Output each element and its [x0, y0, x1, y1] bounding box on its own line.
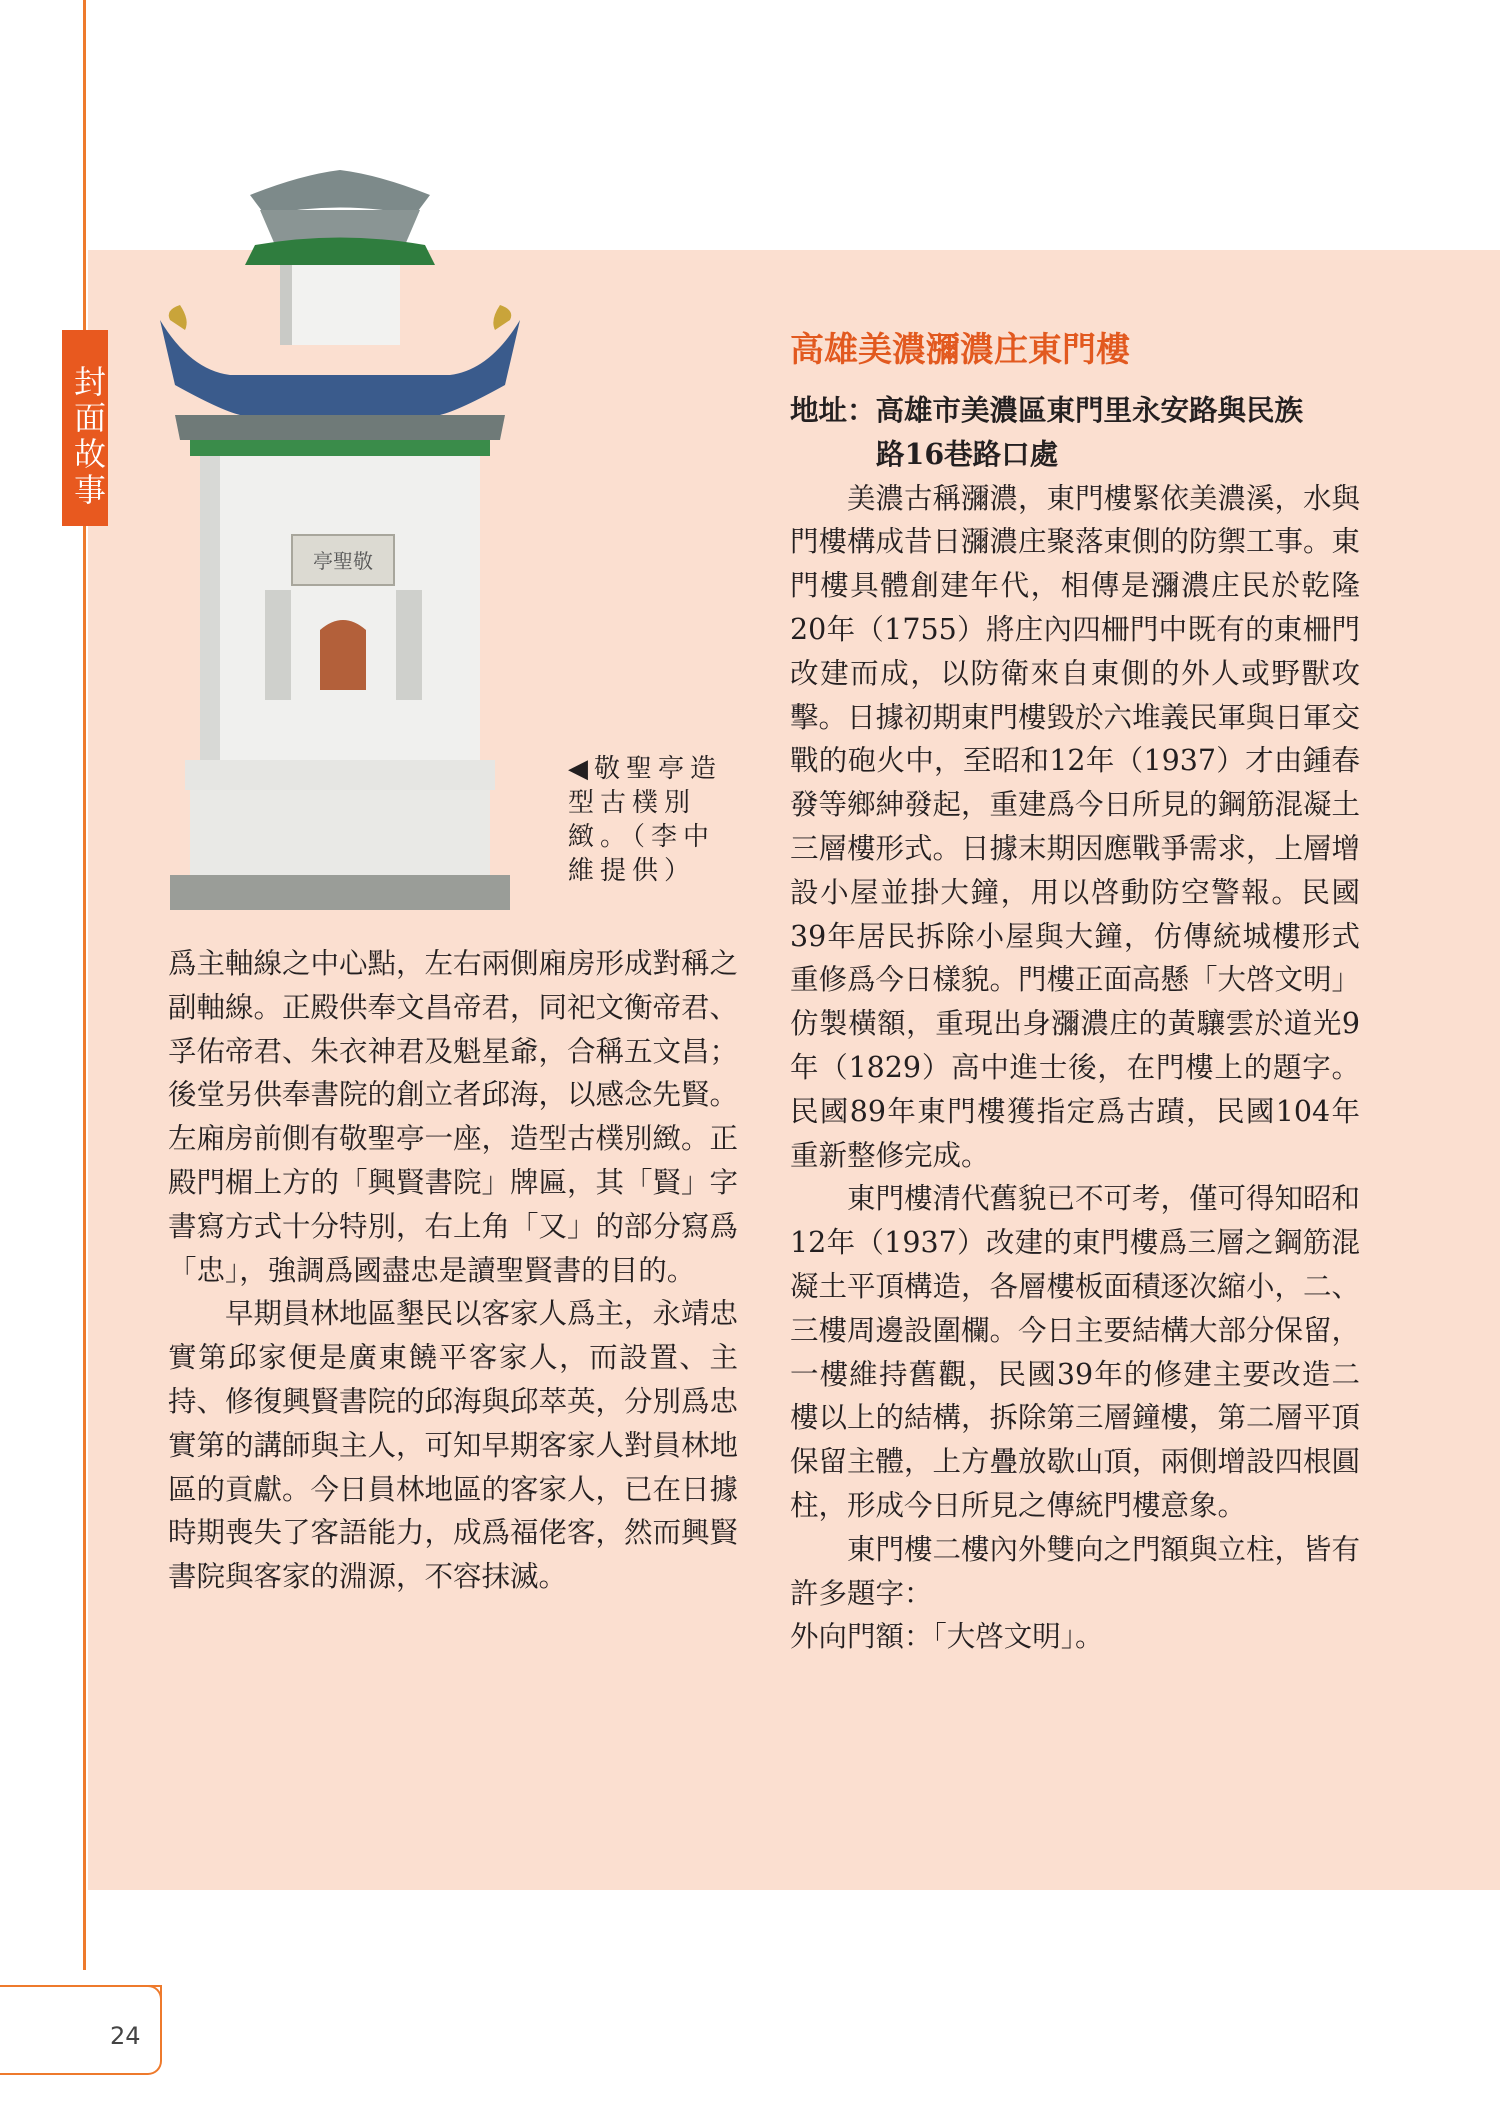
section-tab: 封面故事 — [62, 330, 108, 526]
plaque-text: 亭聖敬 — [313, 549, 373, 573]
address-line-1: 地址：高雄市美濃區東門里永安路與民族 — [790, 393, 1304, 427]
right-paragraph-2: 東門樓清代舊貌已不可考，僅可得知昭和12年（1937）改建的東門樓爲三層之鋼筋混凝土平頂構造，各層樓板面積逐次縮小，二、三樓周邊設圍欄。今日主要結構大部分保留，一樓維持舊觀，民國39年的修建主要改造二樓以上的結構，拆除第三層鐘樓，第二層平頂保留主體，上方疊放歇山頂，兩側增設四根圓柱，形成今日所見之傳統門樓意象。 — [790, 1182, 1361, 1522]
left-paragraph-1: 爲主軸線之中心點，左右兩側廂房形成對稱之副軸線。正殿供奉文昌帝君，同祀文衡帝君、孚佑帝君、朱衣神君及魁星爺，合稱五文昌；後堂另供奉書院的創立者邱海，以感念先賢。左廂房前側有敬聖亭一座，造型古樸別緻。正殿門楣上方的「興賢書院」牌匾，其「賢」字書寫方式十分特別，右上角「又」的部分寫爲「忠」，強調爲國盡忠是讀聖賢書的目的。 — [168, 947, 739, 1287]
left-paragraph-2: 早期員林地區墾民以客家人爲主，永靖忠實第邱家便是廣東饒平客家人，而設置、主持、修復興賢書院的邱海與邱萃英，分別爲忠實第的講師與主人，可知早期客家人對員林地區的貢獻。今日員林地區的客家人，已在日據時期喪失了客語能力，成爲福佬客，然而興賢書院與客家的淵源，不容抹滅。 — [168, 1297, 739, 1594]
article-title: 高雄美濃瀰濃庄東門樓 — [790, 330, 1130, 370]
right-column — [790, 322, 1360, 1659]
right-paragraph-4: 外向門額：「大啓文明」。 — [790, 1620, 1104, 1654]
right-paragraph-1: 美濃古稱瀰濃，東門樓緊依美濃溪，水與門樓構成昔日瀰濃庄聚落東側的防禦工事。東門樓具體創建年代，相傳是瀰濃庄民於乾隆20年（1755）將庄內四柵門中既有的東柵門改建而成，以防衛來自東側的外人或野獸攻擊。日據初期東門樓毀於六堆義民軍與日軍交戰的砲火中，至昭和12年（1937）才由鍾春發等鄉紳發起，重建爲今日所見的鋼筋混凝土三層樓形式。日據末期因應戰爭需求，上層增設小屋並掛大鐘，用以啓動防空警報。民國39年居民拆除小屋與大鐘，仿傳統城樓形式重修爲今日樣貌。門樓正面高懸「大啓文明」仿製橫額，重現出身瀰濃庄的黃驤雲於道光9年（1829）高中進士後，在門樓上的題字。民國89年東門樓獲指定爲古蹟，民國104年重新整修完成。 — [790, 481, 1361, 1172]
margin-rule-bottom — [83, 525, 86, 1970]
pavilion-photo — [160, 170, 520, 910]
photo-caption: ◀敬聖亭造型古樸別緻。（李中維提供） — [568, 754, 722, 886]
left-column — [168, 942, 738, 1599]
margin-rule-top — [83, 0, 86, 340]
address-line-2: 路16巷路口處 — [876, 436, 1059, 471]
page-number: 24 — [110, 2022, 141, 2050]
right-paragraph-3: 東門樓二樓內外雙向之門額與立柱，皆有許多題字： — [790, 1532, 1361, 1610]
